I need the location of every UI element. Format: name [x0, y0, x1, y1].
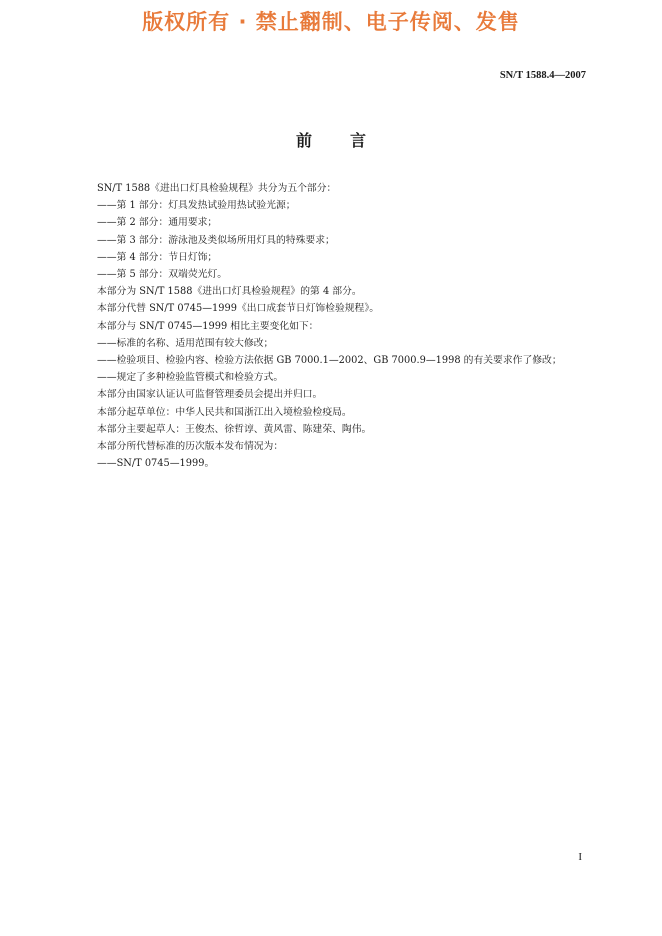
body-line: 本部分为 SN/T 1588《进出口灯具检验规程》的第 4 部分。	[97, 286, 362, 298]
body-line: 本部分起草单位：中华人民共和国浙江出入境检验检疫局。	[97, 406, 352, 418]
body-line: 本部分主要起草人：王俊杰、徐哲谆、黄风雷、陈建荣、陶伟。	[97, 423, 372, 435]
body-line: ——第 4 部分：节日灯饰；	[97, 251, 218, 263]
body-line: ——第 5 部分：双端荧光灯。	[97, 269, 228, 281]
page-number: I	[578, 851, 582, 863]
body-line: ——第 3 部分：游泳池及类似场所用灯具的特殊要求；	[97, 234, 335, 246]
body-line: ——标准的名称、适用范围有较大修改；	[97, 337, 274, 349]
body-line: ——规定了多种检验监管模式和检验方式。	[97, 372, 284, 384]
body-line: 本部分与 SN/T 0745—1999 相比主要变化如下：	[97, 320, 319, 332]
body-line: ——SN/T 0745—1999。	[97, 458, 215, 470]
watermark-banner: 版权所有 · 禁止翻制、电子传阅、发售	[142, 10, 520, 34]
standard-number: SN/T 1588.4—2007	[499, 70, 586, 81]
body-line: SN/T 1588《进出口灯具检验规程》共分为五个部分：	[97, 183, 337, 194]
body-line: 本部分由国家认证认可监督管理委员会提出并归口。	[97, 389, 323, 401]
page-title: 前言	[295, 131, 404, 150]
foreword-body	[97, 180, 589, 472]
body-line: ——检验项目、检验内容、检验方法依据 GB 7000.1—2002、GB 7000.9—1998 的有关要求作了修改；	[97, 355, 562, 367]
body-line: ——第 1 部分：灯具发热试验用热试验光源；	[97, 200, 296, 212]
body-line: ——第 2 部分：通用要求；	[97, 217, 218, 229]
body-line: 本部分代替 SN/T 0745—1999《出口成套节日灯饰检验规程》。	[97, 303, 380, 315]
body-line: 本部分所代替标准的历次版本发布情况为：	[97, 441, 284, 453]
